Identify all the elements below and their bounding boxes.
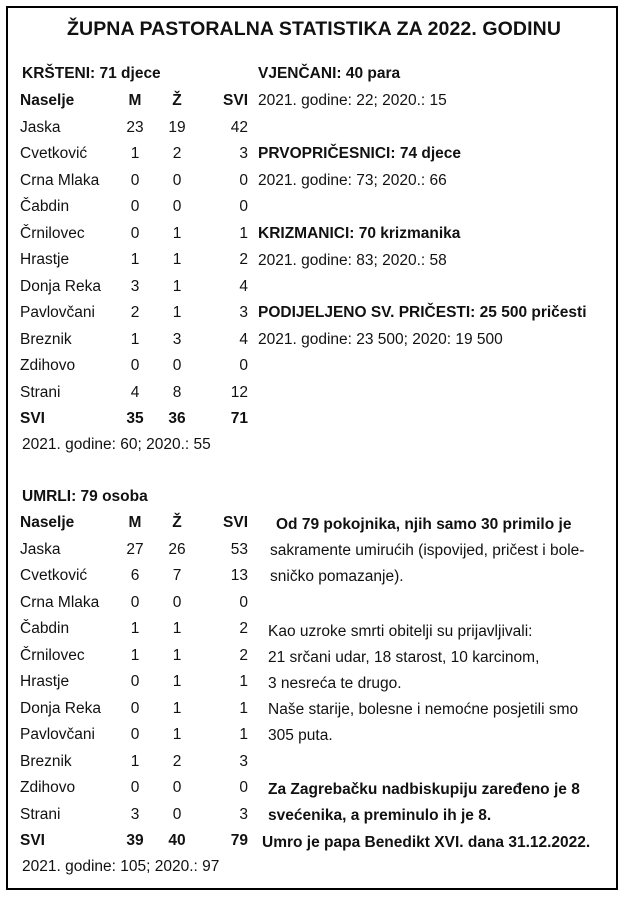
communion-previous: 2021. godine: 23 500; 2020: 19 500 [258, 331, 503, 348]
table-cell: 0 [130, 171, 140, 189]
table-header-row [20, 88, 250, 115]
table-cell: 1 [130, 752, 140, 770]
table-cell: Crna Mlaka [20, 593, 100, 611]
table-row [20, 802, 250, 829]
table-cell: Črnilovec [20, 224, 85, 242]
table-row [20, 327, 250, 354]
table-row [20, 749, 250, 776]
table-cell: Breznik [20, 330, 72, 348]
table-row [20, 669, 250, 696]
table-cell: Naselje [20, 92, 75, 109]
table-row [20, 247, 250, 274]
table-cell: Jaska [20, 118, 61, 136]
table-cell: 40 [168, 832, 186, 849]
table-cell: Zdihovo [20, 357, 76, 374]
visits-line-1: Naše starije, bolesne i nemoćne posjetili smo [268, 701, 579, 718]
table-row [20, 221, 250, 248]
table-cell: 0 [130, 699, 140, 717]
table-row [20, 537, 250, 564]
table-cell: 4 [239, 277, 248, 295]
table-cell: 1 [239, 224, 248, 242]
table-cell: 0 [239, 357, 248, 374]
table-cell: SVI [223, 514, 248, 531]
table-cell: 36 [168, 410, 186, 427]
table-cell: 39 [126, 832, 144, 849]
table-cell: 23 [126, 118, 144, 136]
table-cell: 0 [239, 198, 248, 215]
table-cell: 1 [172, 620, 182, 637]
table-cell: Jaska [20, 540, 61, 558]
table-cell: Breznik [20, 752, 72, 770]
sacraments-note-bold: Od 79 pokojnika, njih samo 30 primilo je [276, 516, 572, 533]
table-cell: Donja Reka [20, 699, 101, 717]
table-row [20, 300, 250, 327]
table-cell: 0 [130, 198, 140, 215]
table-cell: 79 [230, 832, 248, 849]
table-cell: 2 [239, 251, 248, 268]
table-cell: 35 [126, 410, 144, 427]
table-cell: 1 [130, 330, 140, 348]
ordination-line-2: svećenika, a preminulo ih je 8. [268, 807, 492, 824]
table-cell: 0 [130, 593, 140, 611]
table-cell: 0 [172, 805, 182, 823]
table-cell: 0 [239, 779, 248, 796]
deceased-heading: UMRLI: 79 osoba [22, 488, 148, 505]
table-cell: 3 [130, 277, 140, 295]
table-cell: 1 [172, 224, 182, 242]
table-cell: Ž [172, 514, 182, 531]
table-total-row [20, 828, 250, 855]
causes-line-3: 3 nesreća te drugo. [268, 675, 402, 692]
table-cell: 1 [172, 726, 182, 743]
table-cell: 3 [239, 145, 248, 162]
table-row [20, 563, 250, 590]
table-header-row [20, 510, 250, 537]
table-cell: Pavlovčani [20, 304, 95, 321]
table-cell: 71 [230, 410, 248, 427]
table-cell: 0 [130, 673, 140, 690]
table-cell: 0 [172, 357, 182, 374]
causes-line-2: 21 srčani udar, 18 starost, 10 karcinom, [268, 649, 540, 666]
table-cell: 27 [126, 540, 144, 558]
table-row [20, 696, 250, 723]
table-cell: 3 [172, 330, 182, 348]
table-cell: 1 [172, 251, 182, 268]
table-cell: 0 [239, 171, 248, 189]
table-cell: Donja Reka [20, 277, 101, 295]
table-cell: 0 [172, 593, 182, 611]
page-title: ŽUPNA PASTORALNA STATISTIKA ZA 2022. GODINU [67, 18, 561, 40]
table-row [20, 590, 250, 617]
table-cell: 2 [130, 304, 140, 321]
table-cell: SVI [20, 832, 45, 849]
table-row [20, 168, 250, 195]
table-cell: 2 [172, 145, 182, 162]
table-cell: Cvetković [20, 145, 88, 162]
table-cell: Črnilovec [20, 646, 85, 664]
table-cell: Hrastje [20, 251, 70, 268]
table-cell: 19 [168, 118, 186, 136]
table-cell: 4 [239, 330, 248, 348]
table-row [20, 141, 250, 168]
table-row [20, 643, 250, 670]
table-row [20, 380, 250, 407]
table-cell: Čabdin [20, 198, 70, 215]
table-cell: 3 [239, 304, 248, 321]
ordination-line-1: Za Zagrebačku nadbiskupiju zaređeno je 8 [268, 781, 580, 798]
table-cell: 0 [130, 726, 140, 743]
first-communion-previous: 2021. godine: 73; 2020.: 66 [258, 172, 447, 189]
table-row [20, 353, 250, 380]
table-cell: Čabdin [20, 620, 70, 637]
sacraments-note-line-1: sakramente umirućih (ispovijed, pričest i bole- [270, 542, 585, 559]
deceased-table [20, 510, 250, 855]
baptized-previous: 2021. godine: 60; 2020.: 55 [22, 436, 211, 453]
table-cell: 0 [130, 779, 140, 796]
table-cell: 1 [239, 726, 248, 743]
table-cell: Crna Mlaka [20, 171, 100, 189]
table-cell: 1 [239, 699, 248, 717]
confirmation-previous: 2021. godine: 83; 2020.: 58 [258, 252, 447, 269]
table-cell: 53 [230, 540, 248, 558]
table-row [20, 616, 250, 643]
visits-line-2: 305 puta. [268, 727, 333, 744]
table-cell: Strani [20, 383, 61, 401]
table-cell: 1 [172, 277, 182, 295]
table-cell: Cvetković [20, 567, 88, 584]
table-cell: 4 [130, 383, 140, 401]
table-cell: 2 [172, 752, 182, 770]
table-row [20, 722, 250, 749]
table-cell: Hrastje [20, 673, 70, 690]
pope-note: Umro je papa Benedikt XVI. dana 31.12.2022. [262, 834, 591, 851]
table-cell: 0 [172, 198, 182, 215]
table-cell: 0 [172, 171, 182, 189]
table-row [20, 194, 250, 221]
table-cell: 1 [130, 620, 140, 637]
table-cell: 1 [130, 145, 140, 162]
table-cell: 6 [130, 567, 140, 584]
table-cell: 3 [130, 805, 140, 823]
table-cell: M [128, 92, 142, 109]
table-cell: 42 [230, 118, 248, 136]
table-row [20, 274, 250, 301]
baptized-table [20, 88, 250, 433]
table-cell: 3 [239, 752, 248, 770]
table-cell: Zdihovo [20, 779, 76, 796]
table-total-row [20, 406, 250, 433]
baptized-heading: KRŠTENI: 71 djece [22, 65, 161, 82]
first-communion-heading: PRVOPRIČESNICI: 74 djece [258, 145, 462, 162]
table-cell: SVI [223, 92, 248, 109]
table-cell: 1 [130, 251, 140, 268]
table-cell: 3 [239, 805, 248, 823]
table-cell: 0 [130, 224, 140, 242]
table-cell: M [128, 514, 142, 531]
table-cell: 2 [239, 620, 248, 637]
table-cell: 7 [172, 567, 182, 584]
table-cell: 8 [172, 383, 182, 401]
table-cell: Strani [20, 805, 61, 823]
table-cell: SVI [20, 410, 45, 427]
table-cell: Ž [172, 92, 182, 109]
table-row [20, 115, 250, 142]
table-cell: 0 [239, 593, 248, 611]
causes-line-1: Kao uzroke smrti obitelji su prijavljivali: [268, 623, 533, 640]
deceased-previous: 2021. godine: 105; 2020.: 97 [22, 858, 220, 875]
table-row [20, 775, 250, 802]
marriages-previous: 2021. godine: 22; 2020.: 15 [258, 92, 447, 109]
table-cell: 0 [130, 357, 140, 374]
table-cell: Pavlovčani [20, 726, 95, 743]
table-cell: 1 [172, 646, 182, 664]
marriages-heading: VJENČANI: 40 para [258, 65, 401, 82]
confirmation-heading: KRIZMANICI: 70 krizmanika [258, 225, 461, 242]
table-cell: 2 [239, 646, 248, 664]
table-cell: Naselje [20, 514, 75, 531]
sacraments-note-line-2: sničko pomazanje). [270, 568, 404, 585]
table-cell: 12 [230, 383, 248, 401]
table-cell: 1 [172, 699, 182, 717]
table-cell: 1 [172, 304, 182, 321]
table-cell: 1 [239, 673, 248, 690]
table-cell: 13 [230, 567, 248, 584]
table-cell: 26 [168, 540, 186, 558]
table-cell: 1 [130, 646, 140, 664]
table-cell: 1 [172, 673, 182, 690]
table-cell: 0 [172, 779, 182, 796]
communion-heading: PODIJELJENO SV. PRIČESTI: 25 500 pričesti [258, 304, 587, 321]
